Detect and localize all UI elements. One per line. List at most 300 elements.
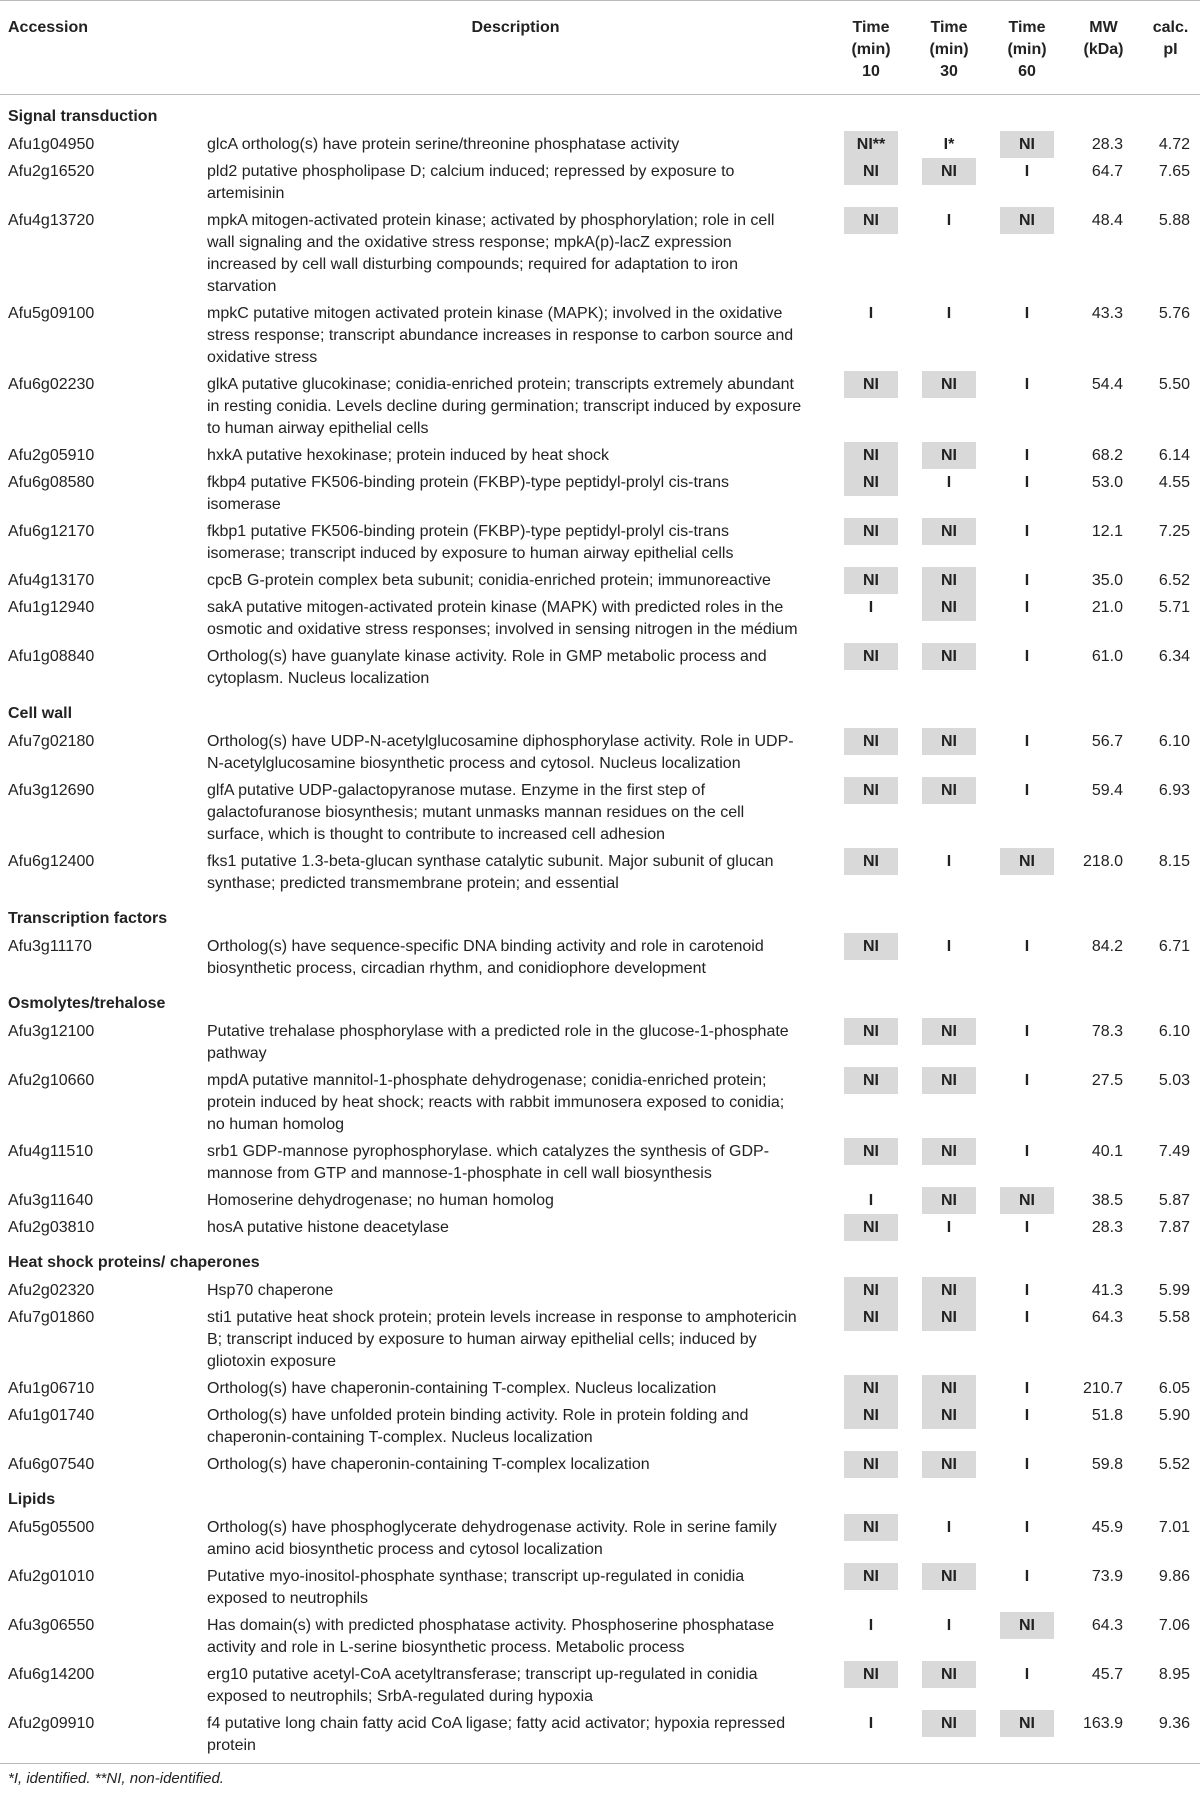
category-row (0, 1478, 1200, 1514)
header-time-10-line: 10 (862, 63, 880, 80)
identification-mark: NI (922, 1375, 976, 1402)
identification-mark: I (1024, 447, 1030, 464)
identification-mark: NI (922, 643, 976, 670)
time-10-cell (832, 131, 910, 158)
identification-mark: NI (844, 442, 898, 469)
time-60-cell (988, 158, 1066, 207)
description-cell: Ortholog(s) have unfolded protein binding activity. Role in protein folding and chaperonin-containing T-complex. Nucleus localization (207, 1407, 749, 1446)
header-time-10-line: (min) (851, 41, 891, 58)
header-mw-line: (kDa) (1083, 41, 1124, 58)
time-30-cell (910, 442, 988, 469)
identification-mark: NI (922, 1710, 976, 1737)
time-60-cell (988, 1187, 1066, 1214)
identification-mark: I (1024, 733, 1030, 750)
time-30-cell (910, 933, 988, 982)
description-cell: Putative trehalase phosphorylase with a predicted role in the glucose-1-phosphate pathway (207, 1023, 789, 1062)
time-10-cell (832, 1612, 910, 1661)
time-60-cell (988, 777, 1066, 848)
time-10-cell (832, 1067, 910, 1138)
identification-mark: NI (844, 207, 898, 234)
identification-mark: NI (1000, 1710, 1054, 1737)
accession-cell: Afu2g01010 (8, 1568, 95, 1585)
time-60-cell (988, 1067, 1066, 1138)
accession-cell: Afu1g06710 (8, 1380, 95, 1397)
mw-cell: 163.9 (1066, 1710, 1141, 1764)
table-row (0, 728, 1200, 777)
pi-cell: 9.36 (1141, 1710, 1200, 1764)
identification-mark: I (1024, 376, 1030, 393)
accession-cell: Afu3g06550 (8, 1617, 95, 1634)
identification-mark: I (1024, 782, 1030, 799)
header-pi (1141, 1, 1200, 95)
mw-cell: 48.4 (1091, 212, 1123, 229)
table-row (0, 1304, 1200, 1375)
description-cell: fks1 putative 1.3-beta-glucan synthase catalytic subunit. Major subunit of glucan synthase; predicted transmembrane protein; and essential (207, 853, 774, 892)
table-row (0, 1402, 1200, 1451)
time-30-cell (910, 207, 988, 300)
identification-mark: NI (844, 1277, 898, 1304)
pi-cell: 5.52 (1158, 1456, 1190, 1473)
mw-cell: 68.2 (1091, 447, 1123, 464)
table-row (0, 469, 1200, 518)
accession-cell: Afu3g12100 (8, 1023, 95, 1040)
mw-cell: 64.3 (1091, 1309, 1123, 1326)
time-60-cell (988, 848, 1066, 897)
time-60-cell (988, 728, 1066, 777)
identification-mark: NI (844, 1214, 898, 1241)
time-30-cell (910, 1563, 988, 1612)
identification-mark: I (1024, 1407, 1030, 1424)
accession-cell: Afu2g05910 (8, 447, 95, 464)
mw-cell: 73.9 (1091, 1568, 1123, 1585)
time-10-cell (832, 567, 910, 594)
description-cell: glkA putative glucokinase; conidia-enriched protein; transcripts extremely abundant in resting conidia. Levels decline during germination; transcript induced by exposure to human airway epithelial cells (207, 376, 802, 437)
pi-cell: 6.34 (1158, 648, 1190, 665)
identification-mark: NI (844, 643, 898, 670)
description-cell: Has domain(s) with predicted phosphatase activity. Phosphoserine phosphatase activity and role in L-serine biosynthetic process. Metabolic process (207, 1617, 775, 1656)
category-row (0, 95, 1200, 132)
table-header (0, 1, 1200, 95)
time-10-cell (832, 1375, 910, 1402)
accession-cell: Afu1g12940 (8, 599, 95, 616)
identification-mark: NI (844, 1375, 898, 1402)
category-label: Lipids (8, 1491, 56, 1508)
identification-mark: NI (844, 1018, 898, 1045)
time-30-cell (910, 848, 988, 897)
header-time-60-line: Time (1008, 19, 1046, 36)
accession-cell: Afu4g13170 (8, 572, 95, 589)
identification-mark: NI (844, 1304, 898, 1331)
identification-mark: NI (922, 1661, 976, 1688)
header-time-10-line: Time (852, 19, 890, 36)
time-10-cell (832, 1514, 910, 1563)
mw-cell: 28.3 (1091, 136, 1123, 153)
header-time-30-line: Time (930, 19, 968, 36)
description-cell: erg10 putative acetyl-CoA acetyltransferase; transcript up-regulated in conidia exposed to neutrophils; SrbA-regulated during hypoxia (207, 1666, 758, 1705)
mw-cell: 41.3 (1091, 1282, 1123, 1299)
accession-cell: Afu7g01860 (8, 1309, 95, 1326)
mw-cell: 40.1 (1091, 1143, 1123, 1160)
header-pi-line: pI (1163, 41, 1178, 58)
mw-cell: 45.7 (1091, 1666, 1123, 1683)
pi-cell: 6.10 (1158, 1023, 1190, 1040)
pi-cell: 6.93 (1158, 782, 1190, 799)
identification-mark: NI (844, 1451, 898, 1478)
accession-cell: Afu6g02230 (8, 376, 95, 393)
mw-cell: 53.0 (1091, 474, 1123, 491)
time-10-cell (832, 1563, 910, 1612)
time-10-cell (832, 1277, 910, 1304)
time-30-cell (910, 1067, 988, 1138)
header-description: Description (199, 1, 832, 95)
table-row (0, 1375, 1200, 1402)
description-cell: sakA putative mitogen-activated protein kinase (MAPK) with predicted roles in the osmotic and oxidative stress responses; involved in sensing nitrogen in the médium (207, 599, 798, 638)
time-60-cell (988, 643, 1066, 692)
identification-mark: I (1024, 1072, 1030, 1089)
time-60-cell (988, 1710, 1066, 1764)
mw-cell: 56.7 (1091, 733, 1123, 750)
time-60-cell (988, 1304, 1066, 1375)
identification-mark: I (1024, 1309, 1030, 1326)
table-row (0, 1067, 1200, 1138)
pi-cell: 5.03 (1158, 1072, 1190, 1089)
table-row (0, 594, 1200, 643)
identification-mark: I (1024, 523, 1030, 540)
identification-mark: NI (1000, 1187, 1054, 1214)
time-30-cell (910, 1661, 988, 1710)
identification-mark: NI (922, 594, 976, 621)
time-10-cell (832, 1304, 910, 1375)
identification-mark: NI (1000, 131, 1054, 158)
pi-cell: 5.87 (1158, 1192, 1190, 1209)
identification-mark: NI** (844, 131, 898, 158)
identification-mark: NI (844, 1661, 898, 1688)
pi-cell: 4.72 (1158, 136, 1190, 153)
pi-cell: 4.55 (1158, 474, 1190, 491)
time-30-cell (910, 1187, 988, 1214)
accession-cell: Afu2g09910 (0, 1710, 199, 1764)
identification-mark: I (1024, 1023, 1030, 1040)
time-10-cell (832, 1138, 910, 1187)
description-cell: Ortholog(s) have guanylate kinase activity. Role in GMP metabolic process and cytoplasm. Nucleus localization (207, 648, 767, 687)
time-60-cell (988, 1375, 1066, 1402)
mw-cell: 51.8 (1091, 1407, 1123, 1424)
identification-mark: I (1024, 648, 1030, 665)
accession-cell: Afu2g10660 (8, 1072, 95, 1089)
description-cell: mpdA putative mannitol-1-phosphate dehydrogenase; conidia-enriched protein; protein induced by heat shock; reacts with rabbit immunosera exposed to conidia; no human homolog (207, 1072, 785, 1133)
time-30-cell (910, 1214, 988, 1241)
mw-cell: 59.8 (1091, 1456, 1123, 1473)
category-row (0, 897, 1200, 933)
time-60-cell (988, 567, 1066, 594)
time-10-cell (832, 442, 910, 469)
time-30-cell (910, 158, 988, 207)
pi-cell: 6.05 (1158, 1380, 1190, 1397)
time-30-cell (910, 1514, 988, 1563)
identification-mark: I (1024, 1519, 1030, 1536)
time-30-cell (910, 1277, 988, 1304)
identification-mark: NI (1000, 848, 1054, 875)
identification-mark: I (868, 305, 874, 322)
time-30-cell (910, 1710, 988, 1764)
description-cell: Putative myo-inositol-phosphate synthase; transcript up-regulated in conidia exposed to neutrophils (207, 1568, 745, 1607)
header-time-10 (832, 1, 910, 95)
time-60-cell (988, 1612, 1066, 1661)
time-10-cell (832, 1018, 910, 1067)
identification-mark: I (946, 1617, 952, 1634)
category-label: Signal transduction (8, 108, 158, 125)
time-30-cell (910, 518, 988, 567)
identification-mark: I (946, 1519, 952, 1536)
time-10-cell (832, 158, 910, 207)
time-30-cell (910, 728, 988, 777)
time-10-cell (832, 728, 910, 777)
time-60-cell (988, 1214, 1066, 1241)
identification-mark: NI (922, 567, 976, 594)
table-row (0, 518, 1200, 567)
mw-cell: 43.3 (1091, 305, 1123, 322)
description-cell: hosA putative histone deacetylase (207, 1219, 449, 1236)
time-10-cell (832, 300, 910, 371)
mw-cell: 12.1 (1091, 523, 1123, 540)
mw-cell: 54.4 (1091, 376, 1123, 393)
time-60-cell (988, 1138, 1066, 1187)
identification-mark: NI (922, 442, 976, 469)
category-label: Cell wall (8, 705, 73, 722)
accession-cell: Afu2g02320 (8, 1282, 95, 1299)
description-cell: pld2 putative phospholipase D; calcium induced; repressed by exposure to artemisinin (207, 163, 735, 202)
time-30-cell (910, 1304, 988, 1375)
identification-mark: NI (1000, 207, 1054, 234)
accession-cell: Afu7g02180 (8, 733, 95, 750)
pi-cell: 7.25 (1158, 523, 1190, 540)
table-row (0, 933, 1200, 982)
mw-cell: 45.9 (1091, 1519, 1123, 1536)
time-30-cell (910, 1138, 988, 1187)
identification-mark: NI (844, 728, 898, 755)
identification-mark: I (1024, 1666, 1030, 1683)
category-row (0, 1241, 1200, 1277)
identification-mark: I* (943, 136, 955, 153)
description-cell: Ortholog(s) have chaperonin-containing T-complex localization (207, 1456, 650, 1473)
pi-cell: 5.88 (1158, 212, 1190, 229)
category-row (0, 982, 1200, 1018)
identification-mark: NI (922, 1277, 976, 1304)
time-10-cell (832, 469, 910, 518)
table-row (0, 1612, 1200, 1661)
pi-cell: 6.71 (1158, 938, 1190, 955)
time-30-cell (910, 1018, 988, 1067)
identification-mark: NI (844, 567, 898, 594)
table-row (0, 1514, 1200, 1563)
accession-cell: Afu3g11170 (8, 938, 92, 955)
mw-cell: 210.7 (1082, 1380, 1123, 1397)
category-label: Heat shock proteins/ chaperones (8, 1254, 260, 1271)
accession-cell: Afu2g03810 (8, 1219, 95, 1236)
pi-cell: 7.01 (1158, 1519, 1190, 1536)
identification-mark: NI (922, 1451, 976, 1478)
time-30-cell (910, 594, 988, 643)
identification-mark: NI (922, 371, 976, 398)
identification-mark: I (1024, 163, 1030, 180)
accession-cell: Afu1g04950 (8, 136, 95, 153)
table-row (0, 300, 1200, 371)
header-mw (1066, 1, 1141, 95)
identification-mark: NI (922, 777, 976, 804)
time-30-cell (910, 1402, 988, 1451)
header-accession: Accession (0, 1, 199, 95)
time-10-cell (832, 371, 910, 442)
identification-mark: I (1024, 572, 1030, 589)
mw-cell: 59.4 (1091, 782, 1123, 799)
accession-cell: Afu6g14200 (8, 1666, 95, 1683)
time-60-cell (988, 131, 1066, 158)
pi-cell: 7.65 (1158, 163, 1190, 180)
time-10-cell (832, 643, 910, 692)
mw-cell: 64.3 (1091, 1617, 1123, 1634)
identification-mark: I (1024, 474, 1030, 491)
header-time-30 (910, 1, 988, 95)
description-cell: srb1 GDP-mannose pyrophosphorylase. which catalyzes the synthesis of GDP-mannose from GTP and mannose-1-phosphate in cell wall biosynthesis (207, 1143, 770, 1182)
identification-mark: NI (844, 777, 898, 804)
time-60-cell (988, 1563, 1066, 1612)
pi-cell: 5.90 (1158, 1407, 1190, 1424)
time-60-cell (988, 518, 1066, 567)
accession-cell: Afu4g13720 (8, 212, 95, 229)
table-row (0, 1138, 1200, 1187)
pi-cell: 7.06 (1158, 1617, 1190, 1634)
accession-cell: Afu6g08580 (8, 474, 95, 491)
description-cell: Ortholog(s) have UDP-N-acetylglucosamine diphosphorylase activity. Role in UDP-N-acetylglucosamine biosynthetic process and cytosol. Nucleus localization (207, 733, 794, 772)
identification-mark: I (946, 212, 952, 229)
time-30-cell (910, 1451, 988, 1478)
time-60-cell (988, 594, 1066, 643)
time-10-cell (832, 518, 910, 567)
mw-cell: 84.2 (1091, 938, 1123, 955)
identification-mark: I (1024, 1380, 1030, 1397)
identification-mark: I (1024, 1568, 1030, 1585)
category-label: Osmolytes/trehalose (8, 995, 166, 1012)
time-60-cell (988, 1451, 1066, 1478)
identification-mark: I (868, 1617, 874, 1634)
time-60-cell (988, 469, 1066, 518)
table-row (0, 131, 1200, 158)
identification-mark: I (1024, 305, 1030, 322)
category-label: Transcription factors (8, 910, 168, 927)
identification-mark: I (946, 474, 952, 491)
identification-mark: NI (922, 1138, 976, 1165)
pi-cell: 5.71 (1158, 599, 1190, 616)
identification-mark: NI (922, 1304, 976, 1331)
mw-cell: 27.5 (1091, 1072, 1123, 1089)
identification-mark: NI (922, 728, 976, 755)
time-60-cell (988, 1514, 1066, 1563)
identification-mark: NI (844, 469, 898, 496)
description-cell: glcA ortholog(s) have protein serine/threonine phosphatase activity (207, 136, 680, 153)
identification-mark: I (1024, 938, 1030, 955)
accession-cell: Afu6g07540 (8, 1456, 95, 1473)
time-30-cell (910, 643, 988, 692)
description-cell: Homoserine dehydrogenase; no human homolog (207, 1192, 554, 1209)
time-30-cell (910, 131, 988, 158)
identification-mark: I (868, 599, 874, 616)
identification-mark: I (1024, 1456, 1030, 1473)
header-time-60 (988, 1, 1066, 95)
table-row (0, 158, 1200, 207)
description-cell: Ortholog(s) have chaperonin-containing T-complex. Nucleus localization (207, 1380, 717, 1397)
identification-mark: NI (1000, 1612, 1054, 1639)
mw-cell: 35.0 (1091, 572, 1123, 589)
identification-mark: NI (922, 518, 976, 545)
pi-cell: 6.14 (1158, 447, 1190, 464)
mw-cell: 38.5 (1091, 1192, 1123, 1209)
header-time-60-line: 60 (1018, 63, 1036, 80)
identification-mark: NI (844, 848, 898, 875)
description-cell: fkbp1 putative FK506-binding protein (FKBP)-type peptidyl-prolyl cis-trans isomerase; transcript induced by exposure to human airway epithelial cells (207, 523, 734, 562)
description-cell: cpcB G-protein complex beta subunit; conidia-enriched protein; immunoreactive (207, 572, 771, 589)
table-body (0, 95, 1200, 1764)
time-10-cell (832, 1451, 910, 1478)
accession-cell: Afu2g16520 (8, 163, 95, 180)
identification-mark: NI (922, 1018, 976, 1045)
time-60-cell (988, 300, 1066, 371)
description-cell: Hsp70 chaperone (207, 1282, 334, 1299)
pi-cell: 8.95 (1158, 1666, 1190, 1683)
identification-mark: NI (922, 1563, 976, 1590)
time-10-cell (832, 848, 910, 897)
accession-cell: Afu1g01740 (8, 1407, 95, 1424)
identification-mark: NI (844, 158, 898, 185)
pi-cell: 6.10 (1158, 733, 1190, 750)
time-60-cell (988, 933, 1066, 982)
mw-cell: 78.3 (1091, 1023, 1123, 1040)
time-30-cell (910, 469, 988, 518)
time-60-cell (988, 1277, 1066, 1304)
mw-cell: 64.7 (1091, 163, 1123, 180)
table-row (0, 1214, 1200, 1241)
time-10-cell (832, 1710, 910, 1764)
identification-mark: NI (844, 518, 898, 545)
table-row (0, 207, 1200, 300)
header-pi-line: calc. (1152, 19, 1189, 36)
time-60-cell (988, 207, 1066, 300)
table-row (0, 1187, 1200, 1214)
time-30-cell (910, 300, 988, 371)
time-60-cell (988, 1402, 1066, 1451)
identification-mark: I (946, 305, 952, 322)
mw-cell: 61.0 (1091, 648, 1123, 665)
accession-cell: Afu5g05500 (8, 1519, 95, 1536)
time-10-cell (832, 1187, 910, 1214)
table-row (0, 1018, 1200, 1067)
time-30-cell (910, 567, 988, 594)
identification-mark: NI (844, 1138, 898, 1165)
identification-mark: NI (844, 933, 898, 960)
mw-cell: 28.3 (1091, 1219, 1123, 1236)
table-row (0, 1277, 1200, 1304)
accession-cell: Afu6g12170 (8, 523, 95, 540)
time-10-cell (832, 1214, 910, 1241)
time-30-cell (910, 1375, 988, 1402)
time-10-cell (832, 207, 910, 300)
identification-mark: I (868, 1192, 874, 1209)
time-10-cell (832, 1402, 910, 1451)
time-60-cell (988, 1661, 1066, 1710)
identification-mark: I (1024, 1282, 1030, 1299)
identification-mark: NI (844, 1514, 898, 1541)
time-30-cell (910, 1612, 988, 1661)
description-cell: hxkA putative hexokinase; protein induced by heat shock (207, 447, 610, 464)
